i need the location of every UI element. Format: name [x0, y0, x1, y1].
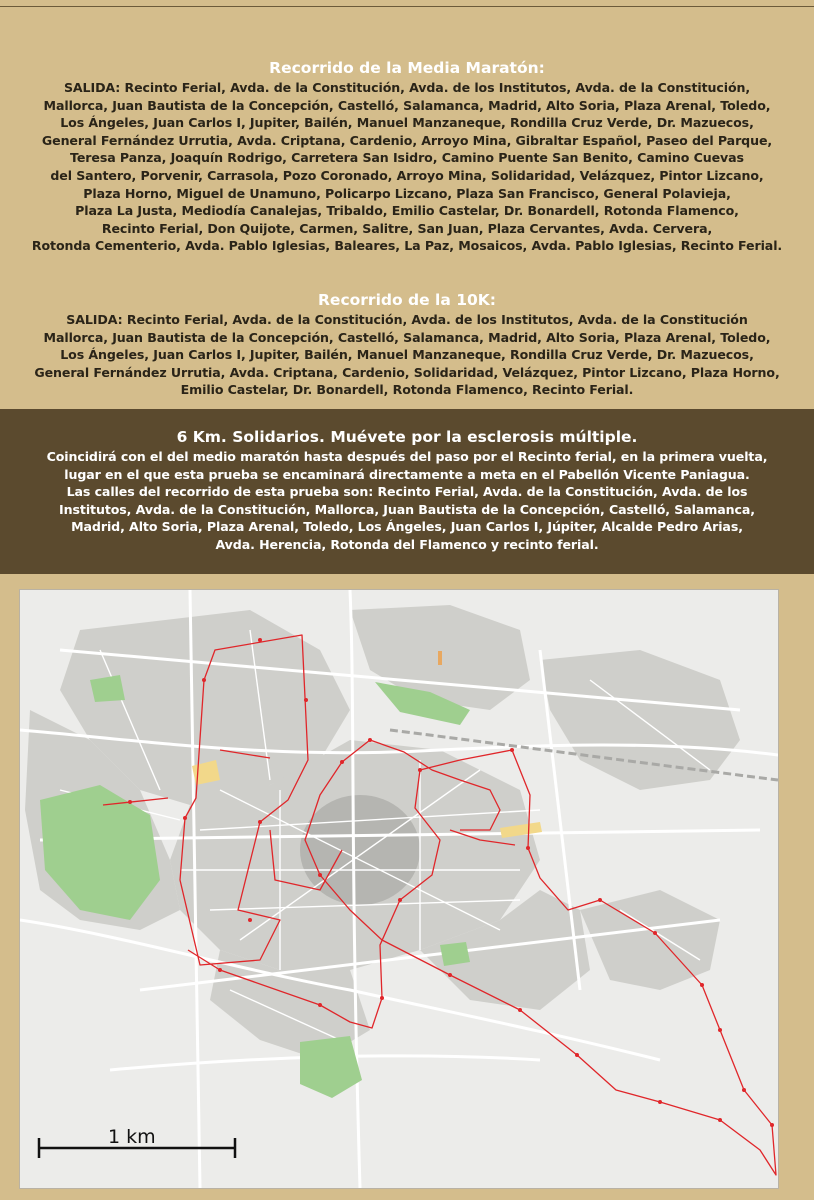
- scale-bar-label: 1 km: [108, 1126, 156, 1148]
- route-map-svg: [20, 590, 778, 1188]
- route-line: SALIDA: Recinto Ferial, Avda. de la Constitución, Avda. de los Institutos, Avda. de la Constitución,: [63, 80, 751, 95]
- route-line: Los Ángeles, Juan Carlos I, Jupiter, Bailén, Manuel Manzaneque, Rondilla Cruz Verde, Dr. Mazuecos,: [60, 347, 754, 363]
- route-line: Recinto Ferial, Don Quijote, Carmen, Salitre, San Juan, Plaza Cervantes, Avda. Cervera,: [101, 220, 713, 236]
- half-marathon-section: [0, 58, 814, 255]
- ten-k-route-text: [0, 311, 814, 399]
- route-line: General Fernández Urrutia, Avda. Criptana, Cardenio, Solidaridad, Velázquez, Pintor Lizcano, Plaza Horno,: [34, 364, 780, 380]
- solidarity-title: 6 Km. Solidarios. Muévete por la esclerosis múltiple.: [176, 428, 638, 446]
- solidarity-text: [0, 448, 814, 554]
- route-line: del Santero, Porvenir, Carrasola, Pozo Coronado, Arroyo Mina, Solidaridad, Velázquez, Pintor Lizcano,: [50, 167, 764, 183]
- half-marathon-route-text: [0, 79, 814, 255]
- route-line: Plaza Horno, Miguel de Unamuno, Policarpo Lizcano, Plaza San Francisco, General Polavieja,: [83, 185, 731, 201]
- route-line: Los Ángeles, Juan Carlos I, Jupiter, Bailén, Manuel Manzaneque, Rondilla Cruz Verde, Dr. Mazuecos,: [60, 115, 754, 131]
- dense-centre: [300, 795, 420, 905]
- solidarity-band: [0, 409, 814, 574]
- route-line: General Fernández Urrutia, Avda. Criptana, Cardenio, Arroyo Mina, Gibraltar Español, Paseo del Parque,: [41, 132, 773, 148]
- route-line: Mallorca, Juan Bautista de la Concepción, Castelló, Salamanca, Madrid, Alto Soria, Plaza Arenal, Toledo,: [43, 329, 771, 345]
- route-line: Rotonda Cementerio, Avda. Pablo Iglesias, Baleares, La Paz, Mosaicos, Avda. Pablo Iglesias, Recinto Ferial.: [31, 238, 783, 254]
- solidarity-line: lugar en el que esta prueba se encaminará directamente a meta en el Pabellón Vicente Paniagua.: [64, 466, 750, 482]
- ten-k-section: [0, 290, 814, 399]
- route-line: Emilio Castelar, Dr. Bonardell, Rotonda Flamenco, Recinto Ferial.: [180, 382, 634, 398]
- route-map: [19, 589, 779, 1189]
- half-marathon-title: Recorrido de la Media Maratón:: [269, 59, 545, 77]
- solidarity-line: Coincidirá con el del medio maratón hasta después del paso por el Recinto ferial, en la primera vuelta,: [46, 449, 768, 464]
- solidarity-line: Avda. Herencia, Rotonda del Flamenco y recinto ferial.: [215, 536, 599, 552]
- ten-k-title: Recorrido de la 10K:: [318, 291, 496, 309]
- route-line: Teresa Panza, Joaquín Rodrigo, Carretera San Isidro, Camino Puente San Benito, Camino Cuevas: [70, 150, 744, 166]
- top-border: [0, 0, 814, 7]
- solidarity-line: Madrid, Alto Soria, Plaza Arenal, Toledo, Los Ángeles, Juan Carlos I, Júpiter, Alcalde Pedro Arias,: [71, 519, 743, 535]
- route-line: Plaza La Justa, Mediodía Canalejas, Tribaldo, Emilio Castelar, Dr. Bonardell, Rotonda Flamenco,: [75, 203, 739, 219]
- landmark-marker: [438, 651, 442, 665]
- route-line: SALIDA: Recinto Ferial, Avda. de la Constitución, Avda. de los Institutos, Avda. de la Constitución: [66, 312, 748, 327]
- route-line: Mallorca, Juan Bautista de la Concepción, Castelló, Salamanca, Madrid, Alto Soria, Plaza Arenal, Toledo,: [43, 97, 771, 113]
- solidarity-line: Institutos, Avda. de la Constitución, Mallorca, Juan Bautista de la Concepción, Castelló, Salamanca,: [59, 501, 755, 517]
- solidarity-line: Las calles del recorrido de esta prueba son: Recinto Ferial, Avda. de la Constitución, Avda. de los: [66, 484, 748, 500]
